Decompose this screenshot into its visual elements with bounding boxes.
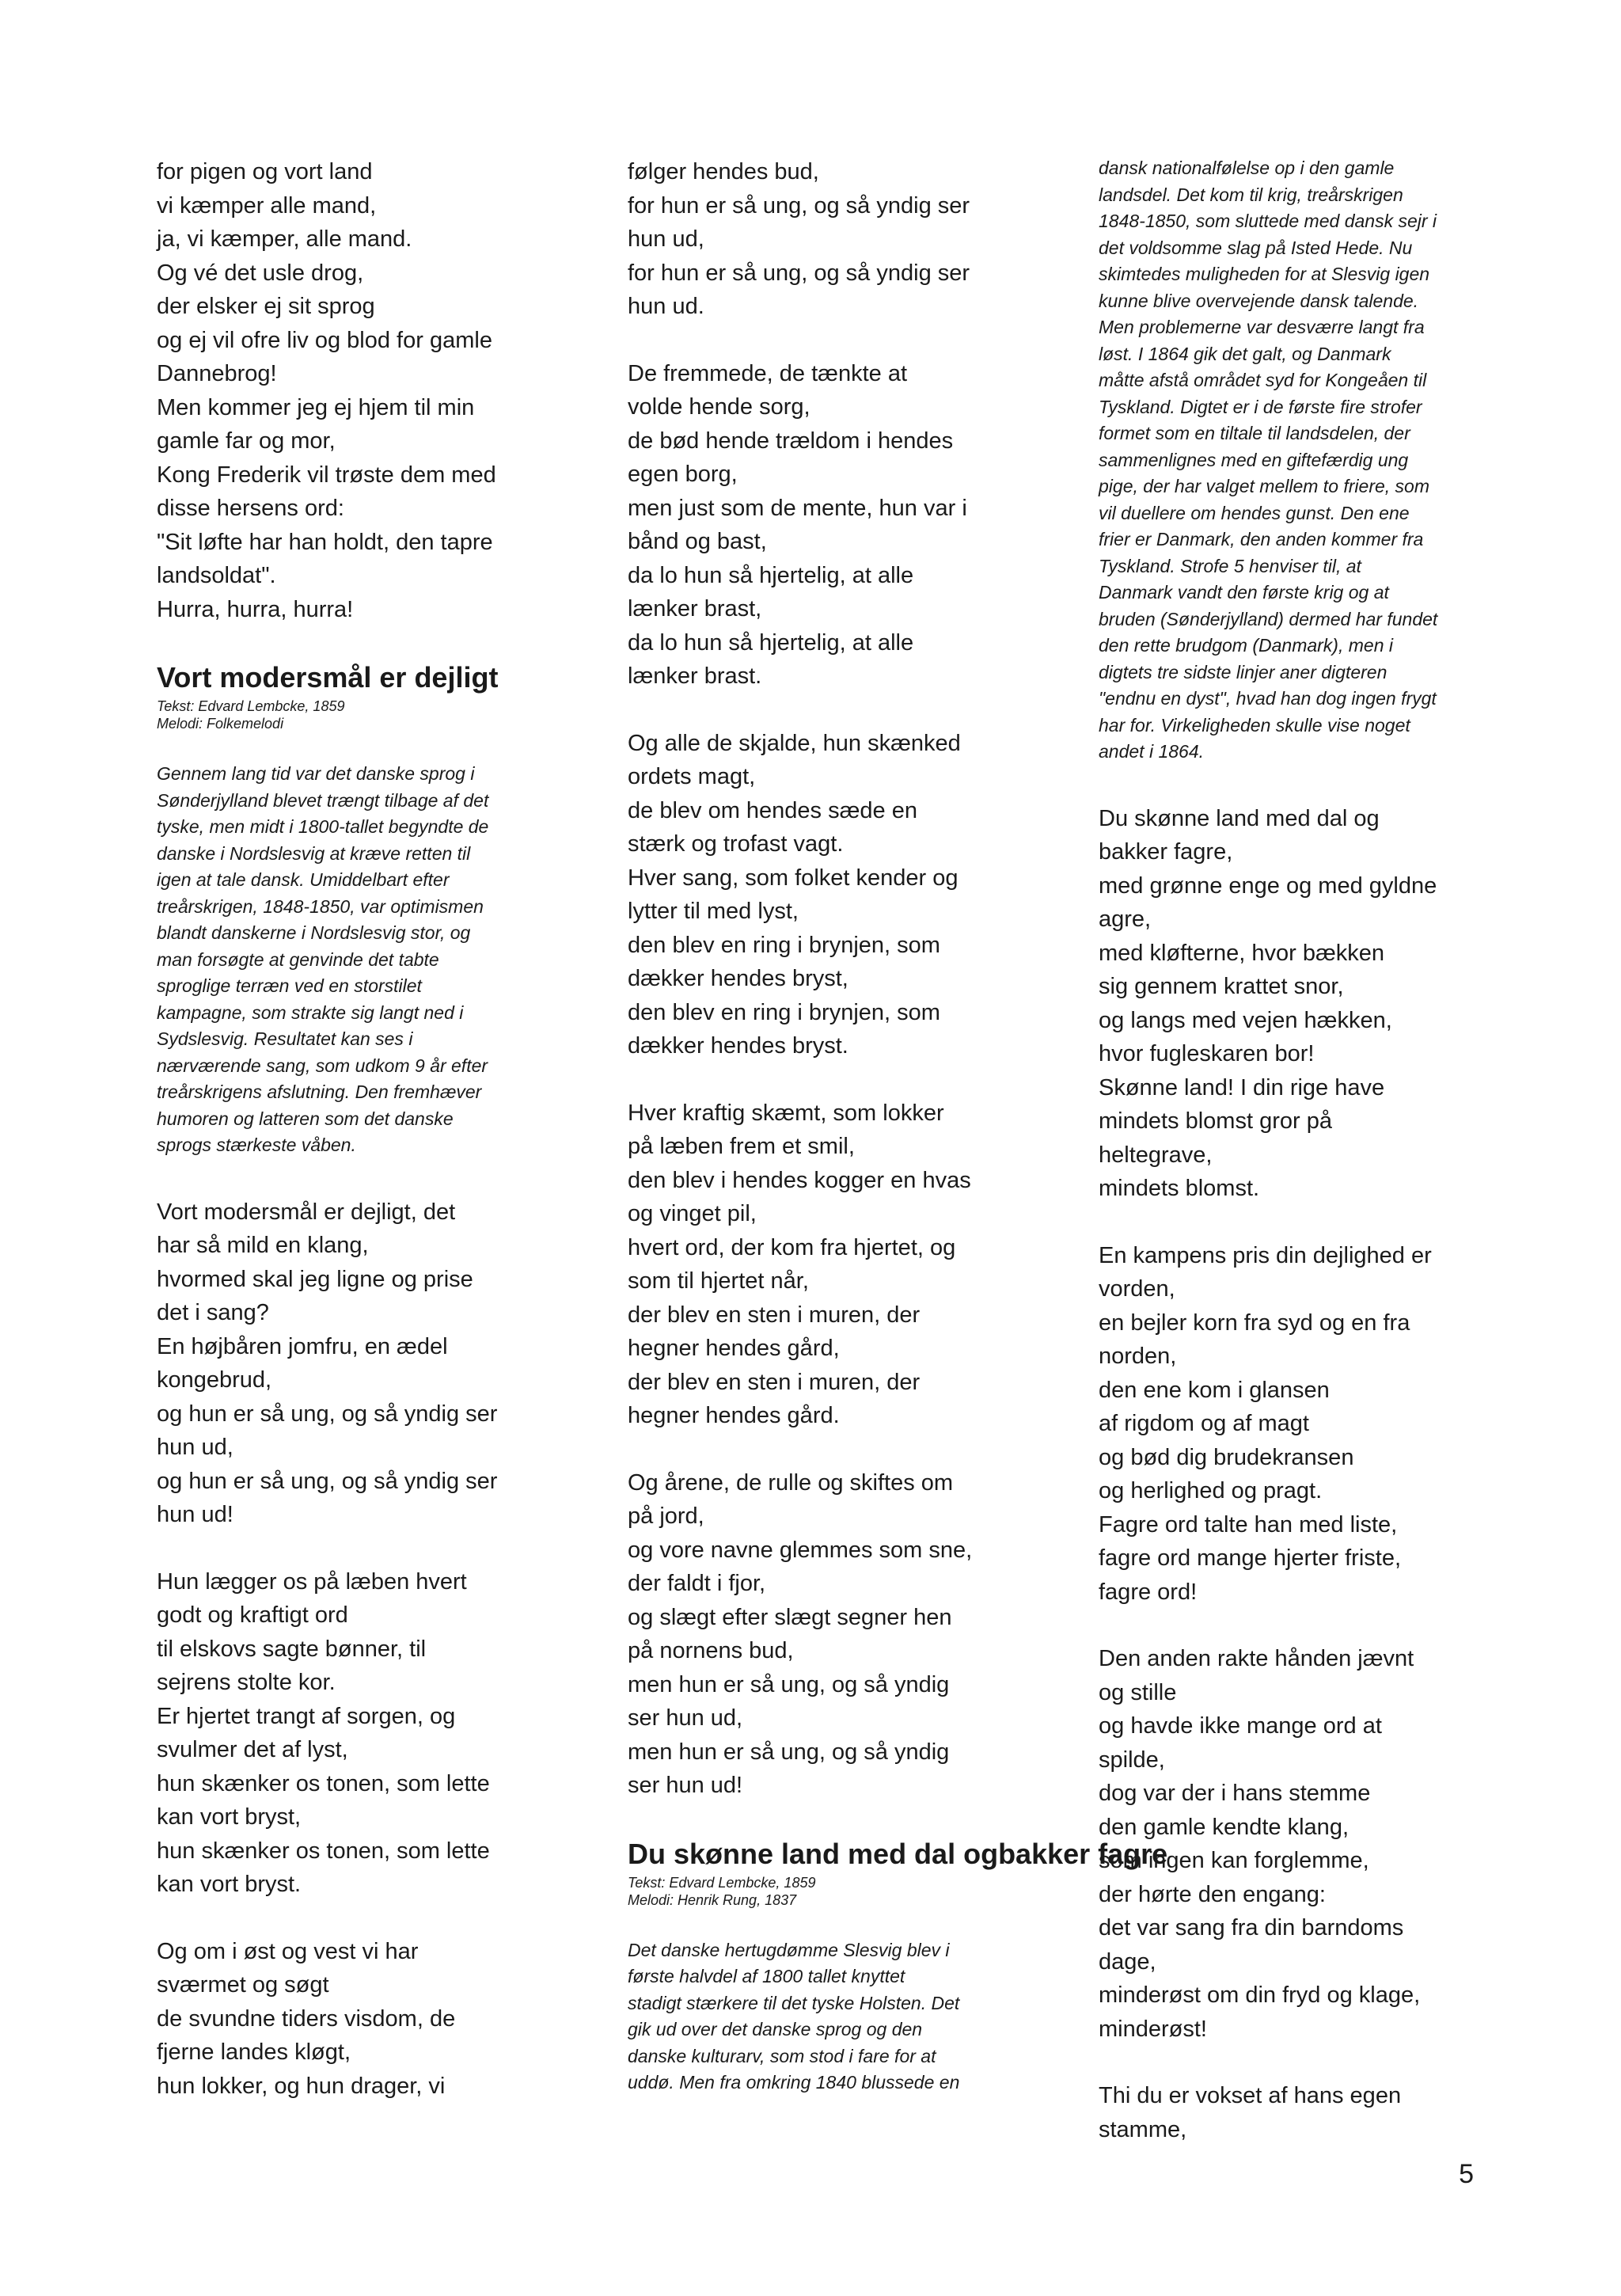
- poem-line: på jord,: [628, 1503, 704, 1529]
- poem-line: da lo hun så hjertelig, at alle: [628, 629, 914, 656]
- intro-line: Tyskland. Strofe 5 henviser til, at: [1099, 555, 1361, 576]
- poem-line: ser hun ud!: [628, 1773, 743, 1798]
- stanza: [157, 1565, 624, 1902]
- poem-line: det var sang fra din barndoms: [1099, 1915, 1404, 1941]
- poem-line: og ej vil ofre liv og blod for gamle: [157, 327, 492, 353]
- poem-line: En kampens pris din dejlighed er: [1099, 1242, 1432, 1268]
- poem-line: dog var der i hans stemme: [1099, 1781, 1371, 1806]
- poem-line: Du skønne land med dal og: [1099, 805, 1380, 831]
- poem-line: med grønne enge og med gyldne: [1099, 872, 1437, 899]
- poem-line: den blev en ring i brynjen, som: [628, 999, 940, 1025]
- poem-line: mindets blomst.: [1099, 1176, 1260, 1201]
- poem-line: den gamle kendte klang,: [1099, 1814, 1349, 1840]
- poem-line: har så mild en klang,: [157, 1233, 369, 1258]
- poem-line: sig gennem krattet snor,: [1099, 974, 1344, 999]
- stanza: [628, 727, 1095, 1063]
- poem-line: der blev en sten i muren, der: [628, 1302, 921, 1328]
- poem-line: fjerne landes kløgt,: [157, 2039, 351, 2065]
- poem-line: og hun er så ung, og så yndig ser: [157, 1468, 498, 1494]
- song-introduction: [157, 761, 624, 1159]
- song-credits: [157, 698, 624, 732]
- poem-line: sejrens stolte kor.: [157, 1670, 336, 1695]
- poem-line: det i sang?: [157, 1300, 269, 1325]
- poem-line: og hun er så ung, og så yndig ser: [157, 1401, 498, 1427]
- poem-line: kongebrud,: [157, 1367, 272, 1393]
- poem-line: disse hersens ord:: [157, 496, 344, 521]
- poem-line: for pigen og vort land: [157, 159, 373, 184]
- poem-line: agre,: [1099, 907, 1152, 932]
- poem-line: dage,: [1099, 1948, 1156, 1975]
- intro-line: danske i Nordslesvig at kræve retten til: [157, 842, 471, 864]
- poem-line: på nornens bud,: [628, 1638, 794, 1663]
- poem-line: men hun er så ung, og så yndig: [628, 1739, 950, 1765]
- poem-line: lænker brast,: [628, 596, 762, 622]
- poem-line: volde hende sorg,: [628, 394, 810, 420]
- poem-line: hun skænker os tonen, som lette: [157, 1838, 490, 1864]
- poem-line: for hun er så ung, og så yndig ser: [628, 260, 970, 286]
- intro-line: dansk nationalfølelse op i den gamle: [1099, 158, 1395, 178]
- credit-line: Melodi: Henrik Rung, 1837: [628, 1891, 797, 1908]
- intro-line: Sønderjylland blevet trængt tilbage af det: [157, 789, 489, 811]
- stanza: [628, 357, 1095, 694]
- poem-line: hun ud,: [157, 1435, 233, 1460]
- poem-line: følger hendes bud,: [628, 159, 819, 184]
- poem-line: bånd og bast,: [628, 529, 767, 554]
- poem-line: og langs med vejen hækken,: [1099, 1007, 1392, 1033]
- poem-line: stærk og trofast vagt.: [628, 831, 844, 857]
- poem-line: de blev om hendes sæde en: [628, 797, 917, 823]
- poem-line: minderøst!: [1099, 2016, 1207, 2042]
- poem-line: hegner hendes gård.: [628, 1403, 840, 1428]
- poem-line: Skønne land! I din rige have: [1099, 1074, 1385, 1100]
- poem-line: Hver kraftig skæmt, som lokker: [628, 1100, 944, 1126]
- poem-line: lænker brast.: [628, 663, 762, 689]
- stanza: [157, 1935, 624, 2104]
- song-title-line: bakker fagre: [998, 1837, 1168, 1870]
- song-title: [628, 1836, 1168, 1872]
- poem-line: norden,: [1099, 1344, 1177, 1369]
- poem-line: Og vé det usle drog,: [157, 260, 364, 286]
- intro-line: uddø. Men fra omkring 1840 blussede en: [628, 2072, 960, 2093]
- song-title-line: Vort modersmål er dejligt: [157, 661, 499, 694]
- poem-line: En højbåren jomfru, en ædel: [157, 1333, 448, 1359]
- poem-line: med kløfterne, hvor bækken: [1099, 940, 1385, 966]
- poem-line: fagre ord mange hjerter friste,: [1099, 1545, 1402, 1571]
- poem-line: lytter til med lyst,: [628, 899, 799, 924]
- intro-line: frier er Danmark, den anden kommer fra: [1099, 529, 1424, 549]
- poem-line: Hun lægger os på læben hvert: [157, 1568, 467, 1595]
- poem-line: Hurra, hurra, hurra!: [157, 596, 354, 622]
- intro-line: løst. I 1864 gik det galt, og Danmark: [1099, 343, 1391, 364]
- poem-line: De fremmede, de tænkte at: [628, 360, 907, 386]
- intro-line: humoren og latteren som det danske: [157, 1108, 454, 1129]
- intro-line: treårskrigens afslutning. Den fremhæver: [157, 1081, 482, 1102]
- poem-line: egen borg,: [628, 462, 738, 487]
- poem-line: Er hjertet trangt af sorgen, og: [157, 1703, 456, 1729]
- intro-line: kampagne, som strakte sig langt ned i: [157, 1002, 464, 1023]
- intro-line: "endnu en dyst", hvad han dog ingen frygt: [1099, 688, 1437, 709]
- poem-line: gamle far og mor,: [157, 428, 336, 454]
- poem-line: svulmer det af lyst,: [157, 1737, 348, 1762]
- intro-line: sammenlignes med en giftefærdig ung: [1099, 449, 1409, 470]
- poem-line: vi kæmper alle mand,: [157, 192, 377, 219]
- poem-line: bakker fagre,: [1099, 839, 1233, 865]
- intro-line: Tyskland. Digtet er i de første fire strofer: [1099, 396, 1422, 417]
- intro-line: andet i 1864.: [1099, 741, 1205, 762]
- intro-line: har for. Virkeligheden skulle vise noget: [1099, 714, 1410, 736]
- poem-line: ordets magt,: [628, 764, 756, 789]
- poem-line: landsoldat".: [157, 563, 276, 588]
- poem-line: de svundne tiders visdom, de: [157, 2005, 456, 2032]
- intro-line: igen at tale dansk. Umiddelbart efter: [157, 869, 450, 890]
- poem-line: dækker hendes bryst.: [628, 1033, 848, 1059]
- stanza: [1099, 802, 1510, 1206]
- stanza: [157, 1196, 624, 1532]
- song-title-line: Du skønne land med dal og: [628, 1837, 999, 1870]
- poem-line: hun ud!: [157, 1502, 233, 1527]
- intro-line: Gennem lang tid var det danske sprog i: [157, 763, 475, 784]
- poem-line: men hun er så ung, og så yndig: [628, 1671, 950, 1697]
- poem-line: på læben frem et smil,: [628, 1134, 855, 1159]
- poem-line: den blev i hendes kogger en hvas: [628, 1167, 971, 1193]
- stanza: [628, 1097, 1095, 1433]
- intro-line: sproglige terræn ved en storstilet: [157, 975, 422, 996]
- intro-line: bruden (Sønderjylland) dermed har fundet: [1099, 608, 1438, 629]
- poem-line: mindets blomst gror på: [1099, 1108, 1332, 1134]
- poem-line: "Sit løfte har han holdt, den tapre: [157, 529, 493, 555]
- poem-line: og bød dig brudekransen: [1099, 1444, 1354, 1470]
- intro-line: gik ud over det danske sprog og den: [628, 2019, 923, 2039]
- intro-line: treårskrigen, 1848-1850, var optimismen: [157, 895, 484, 917]
- intro-line: Men problemerne var desværre langt fra: [1099, 317, 1425, 337]
- intro-line: stadigt stærkere til det tyske Holsten. Det: [628, 1992, 960, 2013]
- poem-line: hun ud.: [628, 294, 704, 319]
- poem-line: og slægt efter slægt segner hen: [628, 1604, 952, 1630]
- poem-line: og vinget pil,: [628, 1201, 757, 1226]
- poem-line: og havde ikke mange ord at: [1099, 1713, 1382, 1739]
- poem-line: da lo hun så hjertelig, at alle: [628, 562, 914, 588]
- stanza: [628, 155, 1095, 324]
- poem-line: sværmet og søgt: [157, 1972, 329, 1998]
- intro-line: blandt danskerne i Nordslesvig stor, og: [157, 922, 471, 943]
- intro-line: tyske, men midt i 1800-tallet begyndte de: [157, 816, 489, 837]
- poem-line: Vort modersmål er dejligt, det: [157, 1199, 456, 1225]
- poem-line: og stille: [1099, 1679, 1177, 1705]
- stanza: [1099, 1642, 1510, 2046]
- credit-line: Tekst: Edvard Lembcke, 1859: [628, 1874, 816, 1891]
- poem-line: vorden,: [1099, 1276, 1175, 1302]
- song-title: [157, 660, 624, 696]
- poem-line: den ene kom i glansen: [1099, 1377, 1330, 1403]
- intro-line: første halvdel af 1800 tallet knyttet: [628, 1966, 905, 1986]
- poem-line: hun skænker os tonen, som lette: [157, 1770, 490, 1796]
- poem-line: Og årene, de rulle og skiftes om: [628, 1469, 954, 1496]
- poem-line: Thi du er vokset af hans egen: [1099, 2083, 1402, 2108]
- song-introduction: [1099, 155, 1510, 766]
- poem-line: de bød hende trældom i hendes: [628, 428, 954, 454]
- intro-line: skimtedes muligheden for at Slesvig igen: [1099, 264, 1430, 284]
- poem-line: der blev en sten i muren, der: [628, 1369, 921, 1395]
- poem-line: som ingen kan forglemme,: [1099, 1848, 1369, 1873]
- intro-line: det voldsomme slag på Isted Hede. Nu: [1099, 237, 1413, 258]
- poem-line: dækker hendes bryst,: [628, 966, 848, 991]
- poem-line: Men kommer jeg ej hjem til min: [157, 394, 475, 420]
- poem-line: og vore navne glemmes som sne,: [628, 1537, 973, 1563]
- poem-line: og herlighed og pragt.: [1099, 1478, 1323, 1503]
- poem-line: hun ud,: [628, 226, 704, 252]
- poem-line: ser hun ud,: [628, 1705, 743, 1731]
- intro-line: nærværende sang, som udkom 9 år efter: [157, 1055, 488, 1076]
- intro-line: Det danske hertugdømme Slesvig blev i: [628, 1939, 950, 1960]
- poem-line: den blev en ring i brynjen, som: [628, 932, 940, 958]
- page-number: 5: [1459, 2159, 1474, 2189]
- poem-line: hvert ord, der kom fra hjertet, og: [628, 1234, 956, 1260]
- poem-line: Og alle de skjalde, hun skænked: [628, 730, 961, 756]
- intro-line: man forsøgte at genvinde det tabte: [157, 948, 439, 970]
- stanza: [1099, 2079, 1510, 2146]
- poem-line: hvormed skal jeg ligne og prise: [157, 1266, 473, 1292]
- poem-line: hun lokker, og hun drager, vi: [157, 2073, 446, 2099]
- poem-line: spilde,: [1099, 1747, 1165, 1773]
- intro-line: Danmark vandt den første krig og at: [1099, 582, 1389, 603]
- poem-line: ja, vi kæmper, alle mand.: [157, 226, 412, 252]
- intro-line: vil duellere om hendes gunst. Den ene: [1099, 502, 1410, 523]
- poem-line: kan vort bryst,: [157, 1804, 302, 1830]
- poem-line: der elsker ej sit sprog: [157, 294, 375, 319]
- poem-line: heltegrave,: [1099, 1142, 1213, 1168]
- column-1: [157, 155, 624, 2136]
- poem-line: Fagre ord talte han med liste,: [1099, 1511, 1398, 1538]
- poem-line: der faldt i fjor,: [628, 1571, 766, 1596]
- intro-line: 1848-1850, som sluttede med dansk sejr i: [1099, 211, 1437, 231]
- intro-line: Sydslesvig. Resultatet kan ses i: [157, 1028, 413, 1049]
- poem-line: fagre ord!: [1099, 1579, 1198, 1605]
- poem-line: en bejler korn fra syd og en fra: [1099, 1310, 1410, 1336]
- song-introduction: [628, 1937, 1095, 2096]
- poem-line: Dannebrog!: [157, 361, 277, 386]
- poem-line: der hørte den engang:: [1099, 1881, 1326, 1907]
- poem-line: som til hjertet når,: [628, 1268, 809, 1294]
- song-credits: [628, 1874, 1095, 1909]
- poem-line: men just som de mente, hun var i: [628, 495, 967, 521]
- intro-line: formet som en tiltale til landsdelen, der: [1099, 423, 1410, 443]
- poem-line: godt og kraftigt ord: [157, 1602, 348, 1628]
- intro-line: pige, der har valget mellem to friere, som: [1099, 476, 1430, 496]
- poem-line: af rigdom og af magt: [1099, 1411, 1309, 1436]
- intro-line: digtets tre sidste linjer aner digteren: [1099, 661, 1388, 682]
- poem-line: Den anden rakte hånden jævnt: [1099, 1646, 1414, 1671]
- intro-line: landsdel. Det kom til krig, treårskrigen: [1099, 184, 1403, 205]
- poem-line: hvor fugleskaren bor!: [1099, 1041, 1315, 1066]
- stanza: [628, 1466, 1095, 1803]
- poem-line: for hun er så ung, og så yndig ser: [628, 192, 970, 219]
- poem-line: hegner hendes gård,: [628, 1336, 840, 1361]
- credit-line: Melodi: Folkemelodi: [157, 716, 284, 732]
- poem-line: Kong Frederik vil trøste dem med: [157, 462, 496, 488]
- intro-line: sprogs stærkeste våben.: [157, 1135, 356, 1155]
- intro-line: danske kulturarv, som stod i fare for at: [628, 2045, 936, 2066]
- credit-line: Tekst: Edvard Lembcke, 1859: [157, 698, 345, 714]
- poem-line: kan vort bryst.: [157, 1872, 302, 1897]
- poem-line: Og om i øst og vest vi har: [157, 1938, 419, 1964]
- stanza: [1099, 1239, 1510, 1610]
- poem-line: Hver sang, som folket kender og: [628, 865, 959, 891]
- intro-line: kunne blive overvejende dansk talende.: [1099, 290, 1419, 311]
- column-3: [1099, 155, 1510, 2180]
- poem-line: minderøst om din fryd og klage,: [1099, 1982, 1421, 2008]
- intro-line: den rette brudgom (Danmark), men i: [1099, 635, 1393, 656]
- intro-line: måtte afstå området syd for Kongeåen til: [1099, 370, 1427, 390]
- poem-line: til elskovs sagte bønner, til: [157, 1636, 427, 1662]
- poem-line: stamme,: [1099, 2116, 1187, 2142]
- stanza: [157, 155, 624, 626]
